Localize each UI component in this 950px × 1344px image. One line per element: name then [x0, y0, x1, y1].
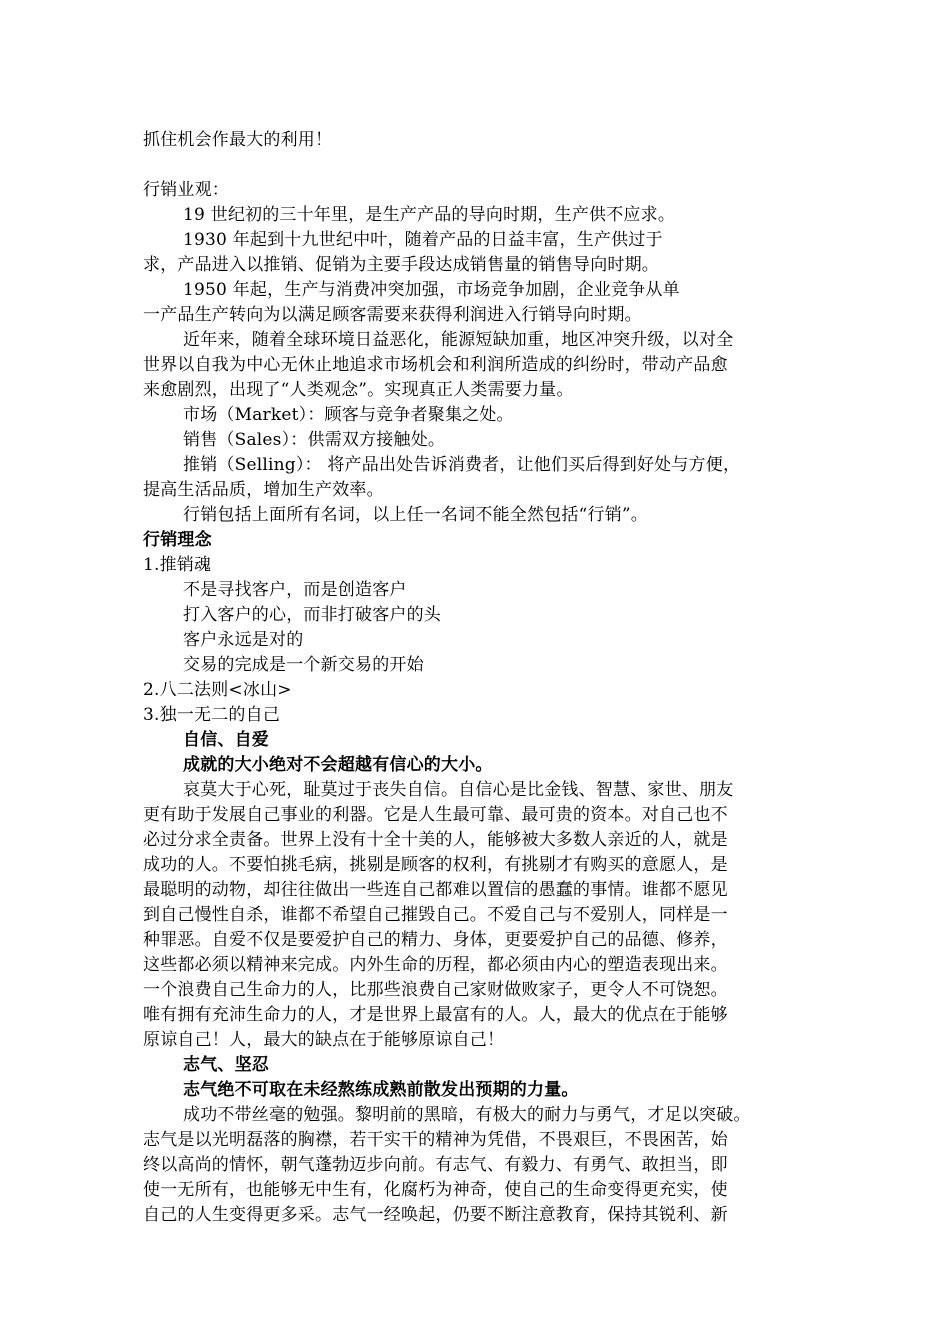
- heading-line: 自信、自爱: [183, 730, 269, 750]
- text-line: 一产品生产转向为以满足顾客需要来获得利润进入行销导向时期。: [143, 305, 642, 325]
- text-line: 行销包括上面所有名词，以上任一名词不能全然包括“行销”。: [183, 505, 648, 525]
- text-line: 最聪明的动物，却往往做出一些连自己都难以置信的愚蠢的事情。谁都不愿见: [143, 880, 728, 900]
- text-line: 1.推销魂: [143, 555, 212, 575]
- text-line: 求，产品进入以推销、促销为主要手段达成销售量的销售导向时期。: [143, 255, 659, 275]
- text-line: 1930 年起到十九世纪中叶，随着产品的日益丰富，生产供过于: [183, 230, 663, 250]
- text-line: 19 世纪初的三十年里，是生产产品的导向时期，生产供不应求。: [183, 205, 676, 225]
- text-line: 哀莫大于心死，耻莫过于丧失自信。自信心是比金钱、智慧、家世、朋友: [183, 780, 734, 800]
- text-line: 2.八二法则<冰山>: [143, 680, 292, 700]
- text-line: 一个浪费自己生命力的人，比那些浪费自己家财做败家子，更令人不可饶恕。: [143, 980, 728, 1000]
- text-line: 自己的人生变得更多采。志气一经唤起，仍要不断注意教育，保持其锐利、新: [143, 1205, 728, 1225]
- text-line: 销售（Sales）：供需双方接触处。: [183, 430, 446, 450]
- text-line: 终以高尚的情怀，朝气蓬勃迈步向前。有志气、有毅力、有勇气、敢担当，即: [143, 1155, 728, 1175]
- text-line: 行销业观：: [143, 180, 229, 200]
- blank-line: [143, 153, 823, 178]
- text-line: 这些都必须以精神来完成。内外生命的历程，都必须由内心的塑造表现出来。: [143, 955, 728, 975]
- text-line: 3.独一无二的自己: [143, 705, 281, 725]
- heading-line: 行销理念: [143, 530, 212, 550]
- text-line: 志气是以光明磊落的胸襟，若干实干的精神为凭借，不畏艰巨，不畏困苦，始: [143, 1130, 728, 1150]
- text-line: 种罪恶。自爱不仅是要爱护自己的精力、身体，更要爱护自己的品德、修养，: [143, 930, 728, 950]
- heading-line: 志气、坚忍: [183, 1055, 269, 1075]
- text-line: 唯有拥有充沛生命力的人，才是世界上最富有的人。人，最大的优点在于能够: [143, 1005, 728, 1025]
- text-line: 1950 年起，生产与消费冲突加强，市场竞争加剧，企业竞争从单: [183, 280, 680, 300]
- text-line: 推销（Selling）： 将产品出处告诉消费者，让他们买后得到好处与方便，: [183, 455, 741, 475]
- text-line: 打入客户的心，而非打破客户的头: [183, 605, 441, 625]
- text-line: 不是寻找客户，而是创造客户: [183, 580, 407, 600]
- text-line: 成功不带丝毫的勉强。黎明前的黑暗，有极大的耐力与勇气，才足以突破。: [183, 1105, 751, 1125]
- text-line: 使一无所有，也能够无中生有，化腐朽为神奇，使自己的生命变得更充实，使: [143, 1180, 728, 1200]
- heading-line: 志气绝不可取在未经熬练成熟前散发出预期的力量。: [183, 1080, 579, 1100]
- text-line: 更有助于发展自己事业的利器。它是人生最可靠、最可贵的资本。对自己也不: [143, 805, 728, 825]
- text-line: 必过分求全责备。世界上没有十全十美的人，能够被大多数人亲近的人，就是: [143, 830, 728, 850]
- text-line: 提高生活品质，增加生产效率。: [143, 480, 384, 500]
- text-line: 到自己慢性自杀，谁都不希望自己摧毁自己。不爱自己与不爱别人，同样是一: [143, 905, 728, 925]
- text-line: 世界以自我为中心无休止地追求市场机会和利润所造成的纠纷时，带动产品愈: [143, 355, 728, 375]
- heading-line: 成就的大小绝对不会超越有信心的大小。: [183, 755, 493, 775]
- text-line: 成功的人。不要怕挑毛病，挑剔是顾客的权利，有挑剔才有购买的意愿人，是: [143, 855, 728, 875]
- text-line: 原谅自己！人，最大的缺点在于能够原谅自己！: [143, 1030, 505, 1050]
- text-line: 抓住机会作最大的利用！: [143, 130, 333, 150]
- text-line: 来愈剧烈，出现了“人类观念”。实现真正人类需要力量。: [143, 380, 574, 400]
- text-line: 近年来，随着全球环境日益恶化，能源短缺加重，地区冲突升级，以对全: [183, 330, 734, 350]
- text-line: 客户永远是对的: [183, 630, 304, 650]
- text-line: 市场（Market）：顾客与竞争者聚集之处。: [183, 405, 514, 425]
- document-body: [143, 128, 823, 1228]
- text-line: 交易的完成是一个新交易的开始: [183, 655, 424, 675]
